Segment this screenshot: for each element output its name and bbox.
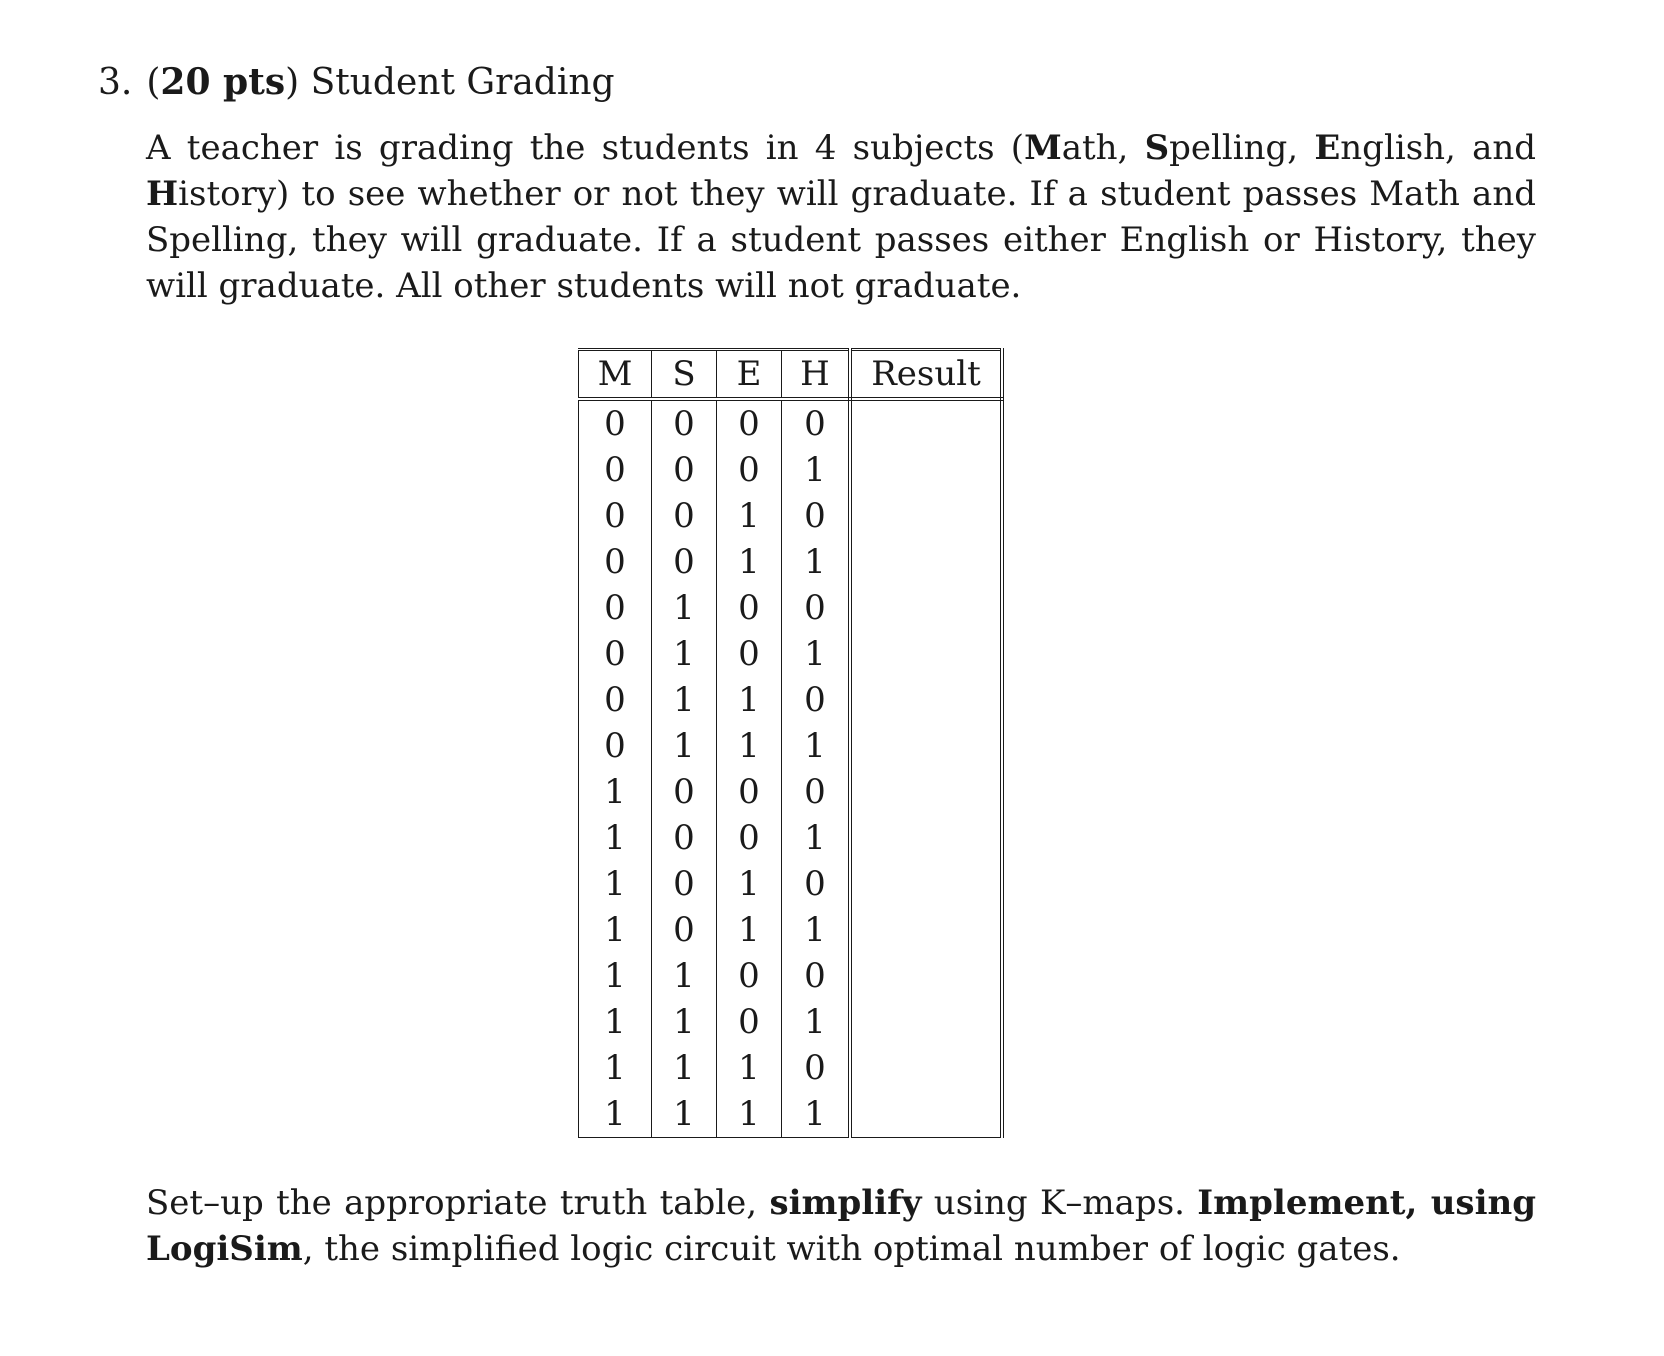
problem-heading bbox=[98, 60, 1538, 105]
intro-spelling-initial: S bbox=[1144, 128, 1170, 168]
cell-h: 0 bbox=[782, 399, 851, 447]
intro-math-rest: ath, bbox=[1061, 128, 1145, 168]
cell-s: 1 bbox=[652, 631, 717, 677]
cell-h: 1 bbox=[782, 815, 851, 861]
problem-number: 3. bbox=[98, 62, 133, 103]
cell-s: 1 bbox=[652, 677, 717, 723]
cell-e: 0 bbox=[717, 815, 782, 861]
cell-h: 0 bbox=[782, 1045, 851, 1091]
cell-h: 0 bbox=[782, 493, 851, 539]
header-s: S bbox=[652, 350, 717, 400]
cell-m: 1 bbox=[579, 769, 652, 815]
cell-e: 0 bbox=[717, 399, 782, 447]
cell-s: 0 bbox=[652, 907, 717, 953]
header-h: H bbox=[782, 350, 851, 400]
table-row bbox=[579, 631, 1003, 677]
table-row bbox=[579, 447, 1003, 493]
table-row bbox=[579, 815, 1003, 861]
cell-m: 0 bbox=[579, 447, 652, 493]
cell-m: 1 bbox=[579, 953, 652, 999]
cell-e: 1 bbox=[717, 1045, 782, 1091]
points-open-paren: ( bbox=[146, 62, 161, 103]
intro-history-rest: istory) to see whether or not they will graduate. If a student passes Math and Spelling, they will graduate. If a student passes either English or History, they will graduate. All other students will not graduate. bbox=[146, 174, 1536, 306]
points-close-paren: ) bbox=[285, 62, 300, 103]
problem-points: 20 pts bbox=[160, 61, 286, 103]
header-m: M bbox=[579, 350, 652, 400]
header-result: Result bbox=[850, 350, 1002, 400]
cell-s: 1 bbox=[652, 999, 717, 1045]
header-e: E bbox=[717, 350, 782, 400]
cell-e: 0 bbox=[717, 999, 782, 1045]
cell-result bbox=[850, 677, 1002, 723]
intro-math-initial: M bbox=[1024, 128, 1062, 168]
cell-s: 1 bbox=[652, 723, 717, 769]
cell-m: 0 bbox=[579, 677, 652, 723]
cell-result bbox=[850, 1045, 1002, 1091]
cell-e: 1 bbox=[717, 677, 782, 723]
cell-h: 1 bbox=[782, 539, 851, 585]
table-row bbox=[579, 585, 1003, 631]
intro-text-1: A teacher is grading the students in 4 subjects ( bbox=[146, 128, 1025, 168]
cell-m: 1 bbox=[579, 815, 652, 861]
cell-s: 0 bbox=[652, 447, 717, 493]
cell-result bbox=[850, 539, 1002, 585]
truth-table-container bbox=[578, 348, 1004, 1138]
cell-result bbox=[850, 999, 1002, 1045]
problem-title: Student Grading bbox=[310, 62, 615, 103]
cell-e: 1 bbox=[717, 907, 782, 953]
cell-result bbox=[850, 1091, 1002, 1138]
table-row bbox=[579, 493, 1003, 539]
cell-s: 0 bbox=[652, 861, 717, 907]
cell-e: 1 bbox=[717, 861, 782, 907]
cell-m: 1 bbox=[579, 907, 652, 953]
cell-h: 1 bbox=[782, 447, 851, 493]
instructions-text-1: Set–up the appropriate truth table, bbox=[146, 1183, 770, 1223]
instructions-implement: Implement, using LogiSim bbox=[146, 1183, 1536, 1269]
cell-s: 0 bbox=[652, 769, 717, 815]
cell-h: 0 bbox=[782, 677, 851, 723]
cell-h: 1 bbox=[782, 1091, 851, 1138]
cell-e: 1 bbox=[717, 1091, 782, 1138]
cell-result bbox=[850, 493, 1002, 539]
cell-m: 1 bbox=[579, 999, 652, 1045]
intro-english-rest: nglish, and bbox=[1340, 128, 1537, 168]
cell-result bbox=[850, 585, 1002, 631]
cell-result bbox=[850, 861, 1002, 907]
instructions-simplify: simplify bbox=[769, 1183, 922, 1223]
cell-m: 0 bbox=[579, 631, 652, 677]
problem-3 bbox=[98, 60, 1538, 309]
table-row bbox=[579, 999, 1003, 1045]
intro-english-initial: E bbox=[1314, 128, 1341, 168]
cell-e: 0 bbox=[717, 769, 782, 815]
cell-result bbox=[850, 815, 1002, 861]
cell-m: 0 bbox=[579, 723, 652, 769]
intro-spelling-rest: pelling, bbox=[1169, 128, 1315, 168]
cell-s: 0 bbox=[652, 539, 717, 585]
cell-e: 0 bbox=[717, 447, 782, 493]
problem-instructions bbox=[146, 1180, 1536, 1272]
cell-e: 0 bbox=[717, 585, 782, 631]
cell-s: 1 bbox=[652, 1091, 717, 1138]
cell-s: 0 bbox=[652, 399, 717, 447]
cell-result bbox=[850, 399, 1002, 447]
truth-table bbox=[578, 348, 1004, 1138]
cell-m: 0 bbox=[579, 399, 652, 447]
cell-result bbox=[850, 723, 1002, 769]
cell-result bbox=[850, 631, 1002, 677]
intro-history-initial: H bbox=[146, 174, 179, 214]
cell-s: 0 bbox=[652, 493, 717, 539]
cell-s: 1 bbox=[652, 1045, 717, 1091]
cell-s: 0 bbox=[652, 815, 717, 861]
cell-h: 0 bbox=[782, 861, 851, 907]
cell-s: 1 bbox=[652, 585, 717, 631]
cell-m: 1 bbox=[579, 1091, 652, 1138]
cell-h: 0 bbox=[782, 769, 851, 815]
table-row bbox=[579, 907, 1003, 953]
cell-m: 1 bbox=[579, 1045, 652, 1091]
table-row bbox=[579, 677, 1003, 723]
cell-result bbox=[850, 769, 1002, 815]
cell-e: 1 bbox=[717, 723, 782, 769]
table-row bbox=[579, 723, 1003, 769]
cell-e: 1 bbox=[717, 493, 782, 539]
cell-e: 0 bbox=[717, 953, 782, 999]
table-row bbox=[579, 1091, 1003, 1138]
table-row bbox=[579, 539, 1003, 585]
cell-h: 0 bbox=[782, 953, 851, 999]
cell-h: 1 bbox=[782, 907, 851, 953]
cell-result bbox=[850, 953, 1002, 999]
cell-e: 0 bbox=[717, 631, 782, 677]
truth-table-body bbox=[579, 399, 1003, 1138]
cell-m: 1 bbox=[579, 861, 652, 907]
instructions-text-3: , the simplified logic circuit with optimal number of logic gates. bbox=[302, 1229, 1401, 1269]
cell-s: 1 bbox=[652, 953, 717, 999]
cell-h: 1 bbox=[782, 999, 851, 1045]
truth-table-header-row bbox=[579, 350, 1003, 400]
table-row bbox=[579, 1045, 1003, 1091]
cell-e: 1 bbox=[717, 539, 782, 585]
cell-result bbox=[850, 907, 1002, 953]
cell-m: 0 bbox=[579, 585, 652, 631]
table-row bbox=[579, 399, 1003, 447]
table-row bbox=[579, 769, 1003, 815]
table-row bbox=[579, 861, 1003, 907]
problem-body bbox=[146, 125, 1536, 309]
cell-h: 0 bbox=[782, 585, 851, 631]
cell-h: 1 bbox=[782, 631, 851, 677]
problem-intro bbox=[146, 125, 1536, 309]
instructions-text-2: using K–maps. bbox=[921, 1183, 1198, 1223]
cell-result bbox=[850, 447, 1002, 493]
cell-h: 1 bbox=[782, 723, 851, 769]
table-row bbox=[579, 953, 1003, 999]
cell-m: 0 bbox=[579, 539, 652, 585]
cell-m: 0 bbox=[579, 493, 652, 539]
